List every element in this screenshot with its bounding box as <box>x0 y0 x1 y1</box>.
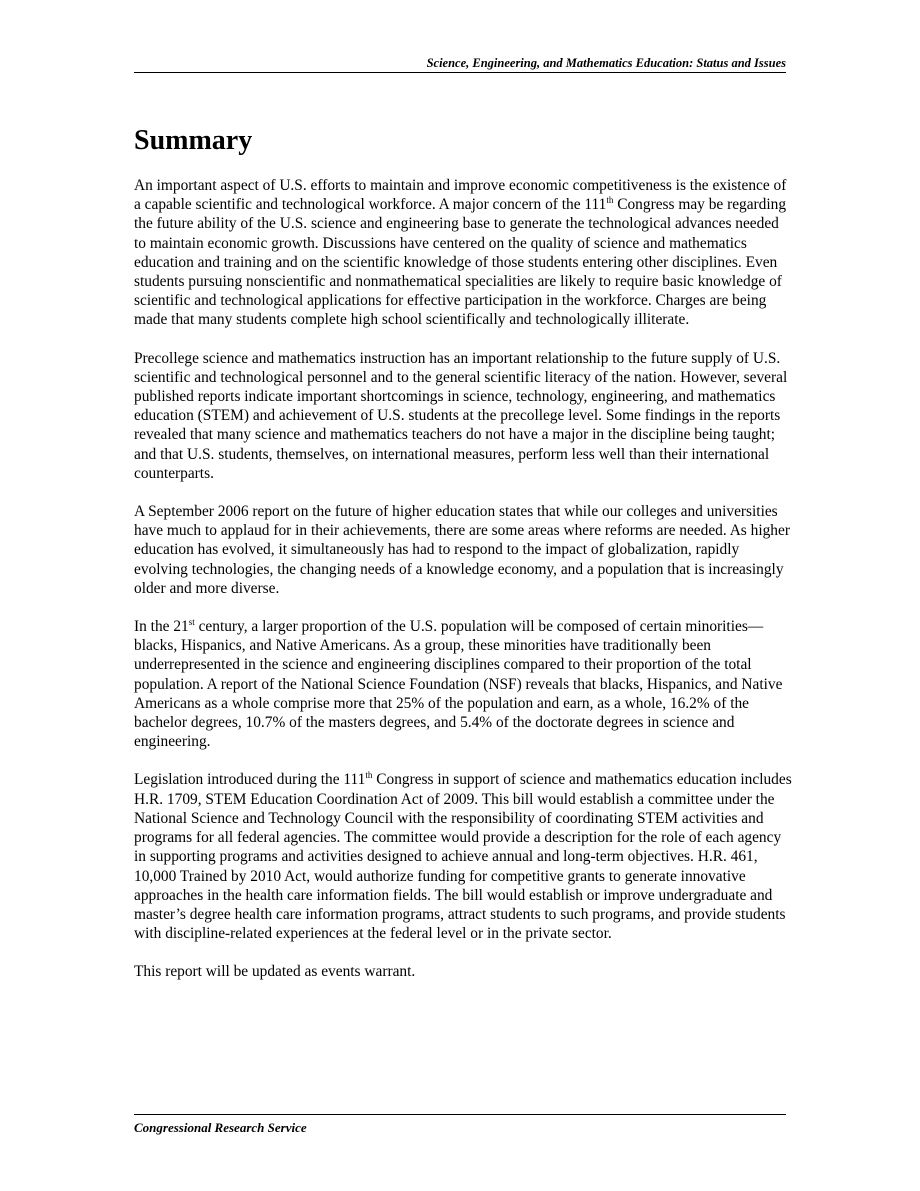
paragraph-text: In the 21 <box>134 618 189 636</box>
paragraph-competitiveness <box>134 176 794 330</box>
paragraph-legislation <box>134 770 794 943</box>
paragraph-minorities <box>134 617 794 751</box>
paragraph-text: Congress may be regarding the future ability of the U.S. science and engineering base to generate the technological advances needed to maintain economic growth. Discussions have centered on the quality of science and mathematics education and training and on the scientific knowledge of those students entering other disciplines. Even students pursuing nonscientific and nonmathematical specialities are likely to require basic knowledge of scientific and technological applications for effective participation in the workforce. Charges are being made that many students complete high school scientifically and technologically illiterate. <box>134 196 787 329</box>
page-title: Summary <box>134 125 253 156</box>
running-header: Science, Engineering, and Mathematics Education: Status and Issues <box>426 56 786 70</box>
paragraph-text: Congress in support of science and mathematics education includes H.R. 1709, STEM Education Coordination Act of 2009. This bill would establish a committee under the National Science and Technology Council with the responsibility of coordinating STEM activities and programs for all federal agencies. The committee would provide a description for the role of each agency in supporting programs and activities designed to achieve annual and long-term objectives. H.R. 461, 10,000 Trained by 2010 Act, would authorize funding for competitive grants to generate innovative approaches in the health care information fields. The bill would establish or improve undergraduate and master’s degree health care information programs, attract students to such programs, and provide students with discipline-related experiences at the federal level or in the private sector. <box>134 771 792 943</box>
paragraph-higher-education: A September 2006 report on the future of higher education states that while our colleges and universities have much to applaud for in their achievements, there are some areas where reforms are needed. As higher education has evolved, it simultaneously has had to respond to the impact of globalization, rapidly evolving technologies, the changing needs of a knowledge economy, and a population that is increasingly older and more diverse. <box>134 503 790 597</box>
ordinal-suffix: th <box>606 195 614 206</box>
paragraph-text: century, a larger proportion of the U.S. population will be composed of certain minorities—blacks, Hispanics, and Native Americans. As a group, these minorities have traditionally been underrepresented in the science and engineering disciplines compared to their proportion of the total population. A report of the National Science Foundation (NSF) reveals that blacks, Hispanics, and Native Americans as a whole comprise more that 25% of the population and earn, as a whole, 16.2% of the bachelor degrees, 10.7% of the masters degrees, and 5.4% of the doctorate degrees in science and engineering. <box>134 618 783 751</box>
paragraph-text: Legislation introduced during the 111 <box>134 771 366 789</box>
ordinal-suffix: th <box>365 770 373 781</box>
paragraph-precollege: Precollege science and mathematics instruction has an important relationship to the future supply of U.S. scientific and technological personnel and to the general scientific literacy of the nation. However, several published reports indicate important shortcomings in science, technology, engineering, and mathematics education (STEM) and achievement of U.S. students at the precollege level. Some findings in the reports revealed that many science and mathematics teachers do not have a major in the discipline being taught; and that U.S. students, themselves, on international measures, perform less well than their international counterparts. <box>134 349 788 482</box>
footer-divider <box>134 1114 786 1115</box>
paragraph-text: An important aspect of U.S. efforts to maintain and improve economic competitiveness is the existence of a capable scientific and technological workforce. A major concern of the 111 <box>134 177 787 214</box>
ordinal-suffix: st <box>188 617 195 628</box>
paragraph-update-note: This report will be updated as events warrant. <box>134 963 416 981</box>
running-footer: Congressional Research Service <box>134 1120 307 1135</box>
header-divider <box>134 72 786 73</box>
summary-body <box>134 176 794 1001</box>
